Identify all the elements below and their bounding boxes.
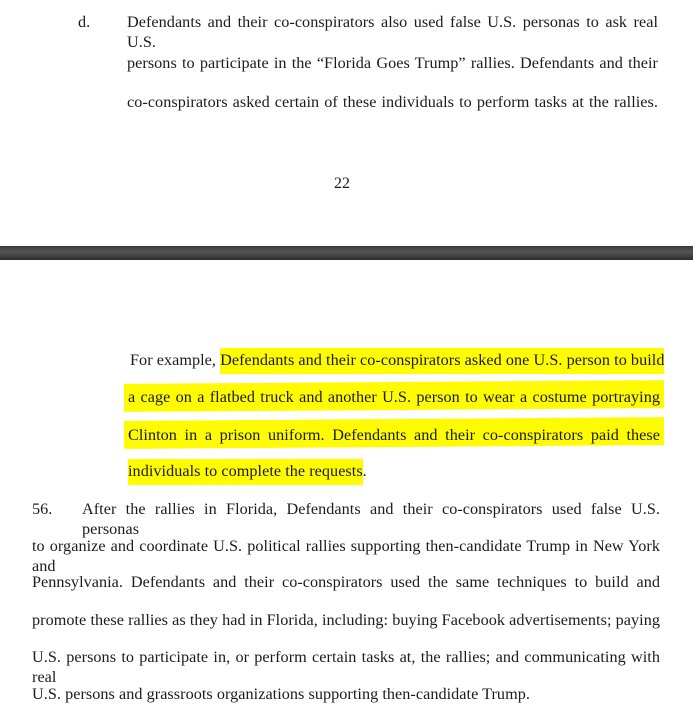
sentence-end: .: [362, 462, 367, 480]
text-line: U.S. persons and grassroots organizations supporting then-candidate Trump.: [32, 685, 530, 703]
highlighted-text: Defendants and their co-conspirators asked one U.S. person to build: [220, 348, 664, 374]
text-line: Defendants and their co-conspirators also used false U.S. personas to ask real U.S.: [127, 13, 658, 51]
text-line: After the rallies in Florida, Defendants and their co-conspirators used false U.S. personas: [82, 500, 660, 538]
text-line: U.S. persons to participate in, or perform certain tasks at, the rallies; and communicating with real: [32, 648, 660, 686]
page-23: [0, 260, 693, 717]
continuation-line-4: [128, 461, 367, 481]
continuation-lead: For example,: [130, 351, 221, 369]
text-line: to organize and coordinate U.S. political rallies supporting then-candidate Trump in New York and: [32, 537, 660, 575]
page-22: [0, 0, 693, 246]
item-label-d: d.: [78, 13, 91, 31]
text-line: co-conspirators asked certain of these individuals to perform tasks at the rallies.: [127, 93, 658, 111]
text-line: persons to participate in the “Florida Goes Trump” rallies. Defendants and their: [127, 54, 658, 72]
paragraph-number: 56.: [32, 500, 53, 518]
highlighted-text: Clinton in a prison uniform. Defendants and their co-conspirators paid these: [128, 426, 660, 444]
text-line: promote these rallies as they had in Florida, including: buying Facebook advertisements; paying: [32, 611, 660, 629]
text-line: Pennsylvania. Defendants and their co-conspirators used the same techniques to build and: [32, 573, 660, 591]
continuation-line-1: [130, 350, 664, 370]
page-number: 22: [334, 175, 350, 192]
highlighted-text: a cage on a flatbed truck and another U.S. person to wear a costume portraying: [128, 388, 660, 406]
page-divider: [0, 246, 693, 260]
highlighted-text: individuals to complete the requests: [128, 459, 363, 485]
